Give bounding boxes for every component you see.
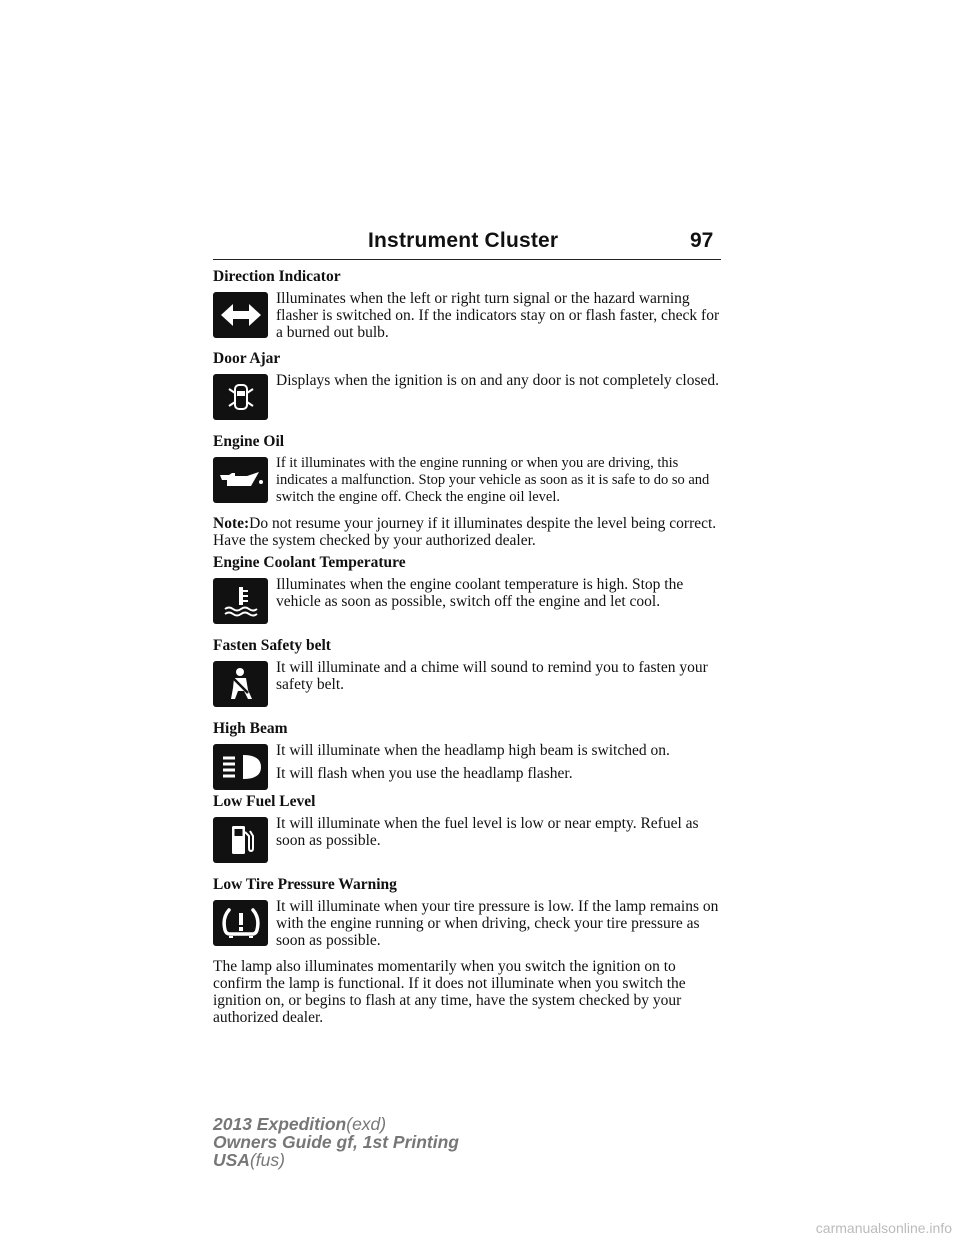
heading-engine-oil: Engine Oil bbox=[213, 433, 285, 450]
closing-paragraph: The lamp also illuminates momentarily when you switch the ignition on to confirm the lamp is functional. If it does not illuminate when you switch the ignition on, or begins to flash at any time, have the system checked by your authorized dealer. bbox=[213, 958, 686, 1026]
header-page-number: 97 bbox=[690, 229, 714, 252]
entry-engine-coolant bbox=[213, 576, 723, 624]
watermark: carmanualsonline.info bbox=[815, 1220, 952, 1236]
desc-low-fuel: It will illuminate when the fuel level is low or near empty. Refuel as soon as possible. bbox=[276, 815, 699, 849]
desc-high-beam-2: It will flash when you use the headlamp flasher. bbox=[276, 765, 573, 782]
entry-fasten-safety-belt bbox=[213, 659, 723, 707]
heading-low-fuel: Low Fuel Level bbox=[213, 793, 316, 810]
footer-line-1 bbox=[213, 1115, 459, 1133]
coolant-thermometer-icon bbox=[213, 578, 268, 624]
heading-fasten-safety-belt: Fasten Safety belt bbox=[213, 637, 331, 654]
tire-pressure-icon bbox=[213, 900, 268, 946]
door-ajar-icon bbox=[213, 374, 268, 420]
entry-low-fuel bbox=[213, 815, 723, 863]
heading-engine-coolant: Engine Coolant Temperature bbox=[213, 554, 406, 571]
footer-market: USA bbox=[213, 1150, 250, 1170]
desc-fasten-safety-belt: It will illuminate and a chime will sound to remind you to fasten your safety belt. bbox=[276, 659, 708, 693]
desc-engine-coolant: Illuminates when the engine coolant temperature is high. Stop the vehicle as soon as possible, switch off the engine and let cool. bbox=[276, 576, 684, 610]
footer-line-2: Owners Guide gf, 1st Printing bbox=[213, 1132, 459, 1152]
note-text: Do not resume your journey if it illuminates despite the level being correct. Have the system checked by your authorized dealer. bbox=[213, 515, 717, 549]
entry-low-tire-pressure bbox=[213, 898, 723, 955]
entry-direction-indicator bbox=[213, 290, 723, 347]
header-section-title: Instrument Cluster bbox=[368, 229, 559, 252]
footer-line-3 bbox=[213, 1151, 459, 1169]
footer-model-code: (exd) bbox=[346, 1114, 387, 1134]
desc-door-ajar: Displays when the ignition is on and any door is not completely closed. bbox=[276, 372, 719, 389]
header-rule bbox=[213, 259, 721, 260]
heading-low-tire-pressure: Low Tire Pressure Warning bbox=[213, 876, 397, 893]
heading-direction-indicator: Direction Indicator bbox=[213, 268, 341, 285]
entry-engine-oil bbox=[213, 455, 723, 512]
footer-market-code: (fus) bbox=[249, 1150, 285, 1170]
note bbox=[213, 515, 723, 549]
engine-oil-can-icon bbox=[213, 457, 268, 503]
footer bbox=[213, 1115, 459, 1169]
entry-door-ajar bbox=[213, 372, 723, 420]
entry-high-beam bbox=[213, 742, 723, 790]
note-label: Note: bbox=[213, 515, 250, 532]
high-beam-icon bbox=[213, 744, 268, 790]
fuel-pump-icon bbox=[213, 817, 268, 863]
direction-indicator-arrows-icon bbox=[213, 292, 268, 338]
heading-high-beam: High Beam bbox=[213, 720, 288, 737]
seatbelt-icon bbox=[213, 661, 268, 707]
heading-door-ajar: Door Ajar bbox=[213, 350, 281, 367]
page-content bbox=[213, 268, 723, 1026]
footer-model: 2013 Expedition bbox=[213, 1114, 347, 1134]
desc-low-tire-pressure: It will illuminate when your tire pressure is low. If the lamp remains on with the engine running or when driving, check your tire pressure as soon as possible. bbox=[276, 898, 719, 949]
desc-high-beam-1: It will illuminate when the headlamp high beam is switched on. bbox=[276, 742, 670, 759]
desc-engine-oil: If it illuminates with the engine running or when you are driving, this indicates a malfunction. Stop your vehicle as soon as it is safe to do so and switch the engine off. Check the engine oil level. bbox=[276, 455, 710, 505]
desc-direction-indicator: Illuminates when the left or right turn signal or the hazard warning flasher is switched on. If the indicators stay on or flash faster, check for a burned out bulb. bbox=[276, 290, 720, 341]
